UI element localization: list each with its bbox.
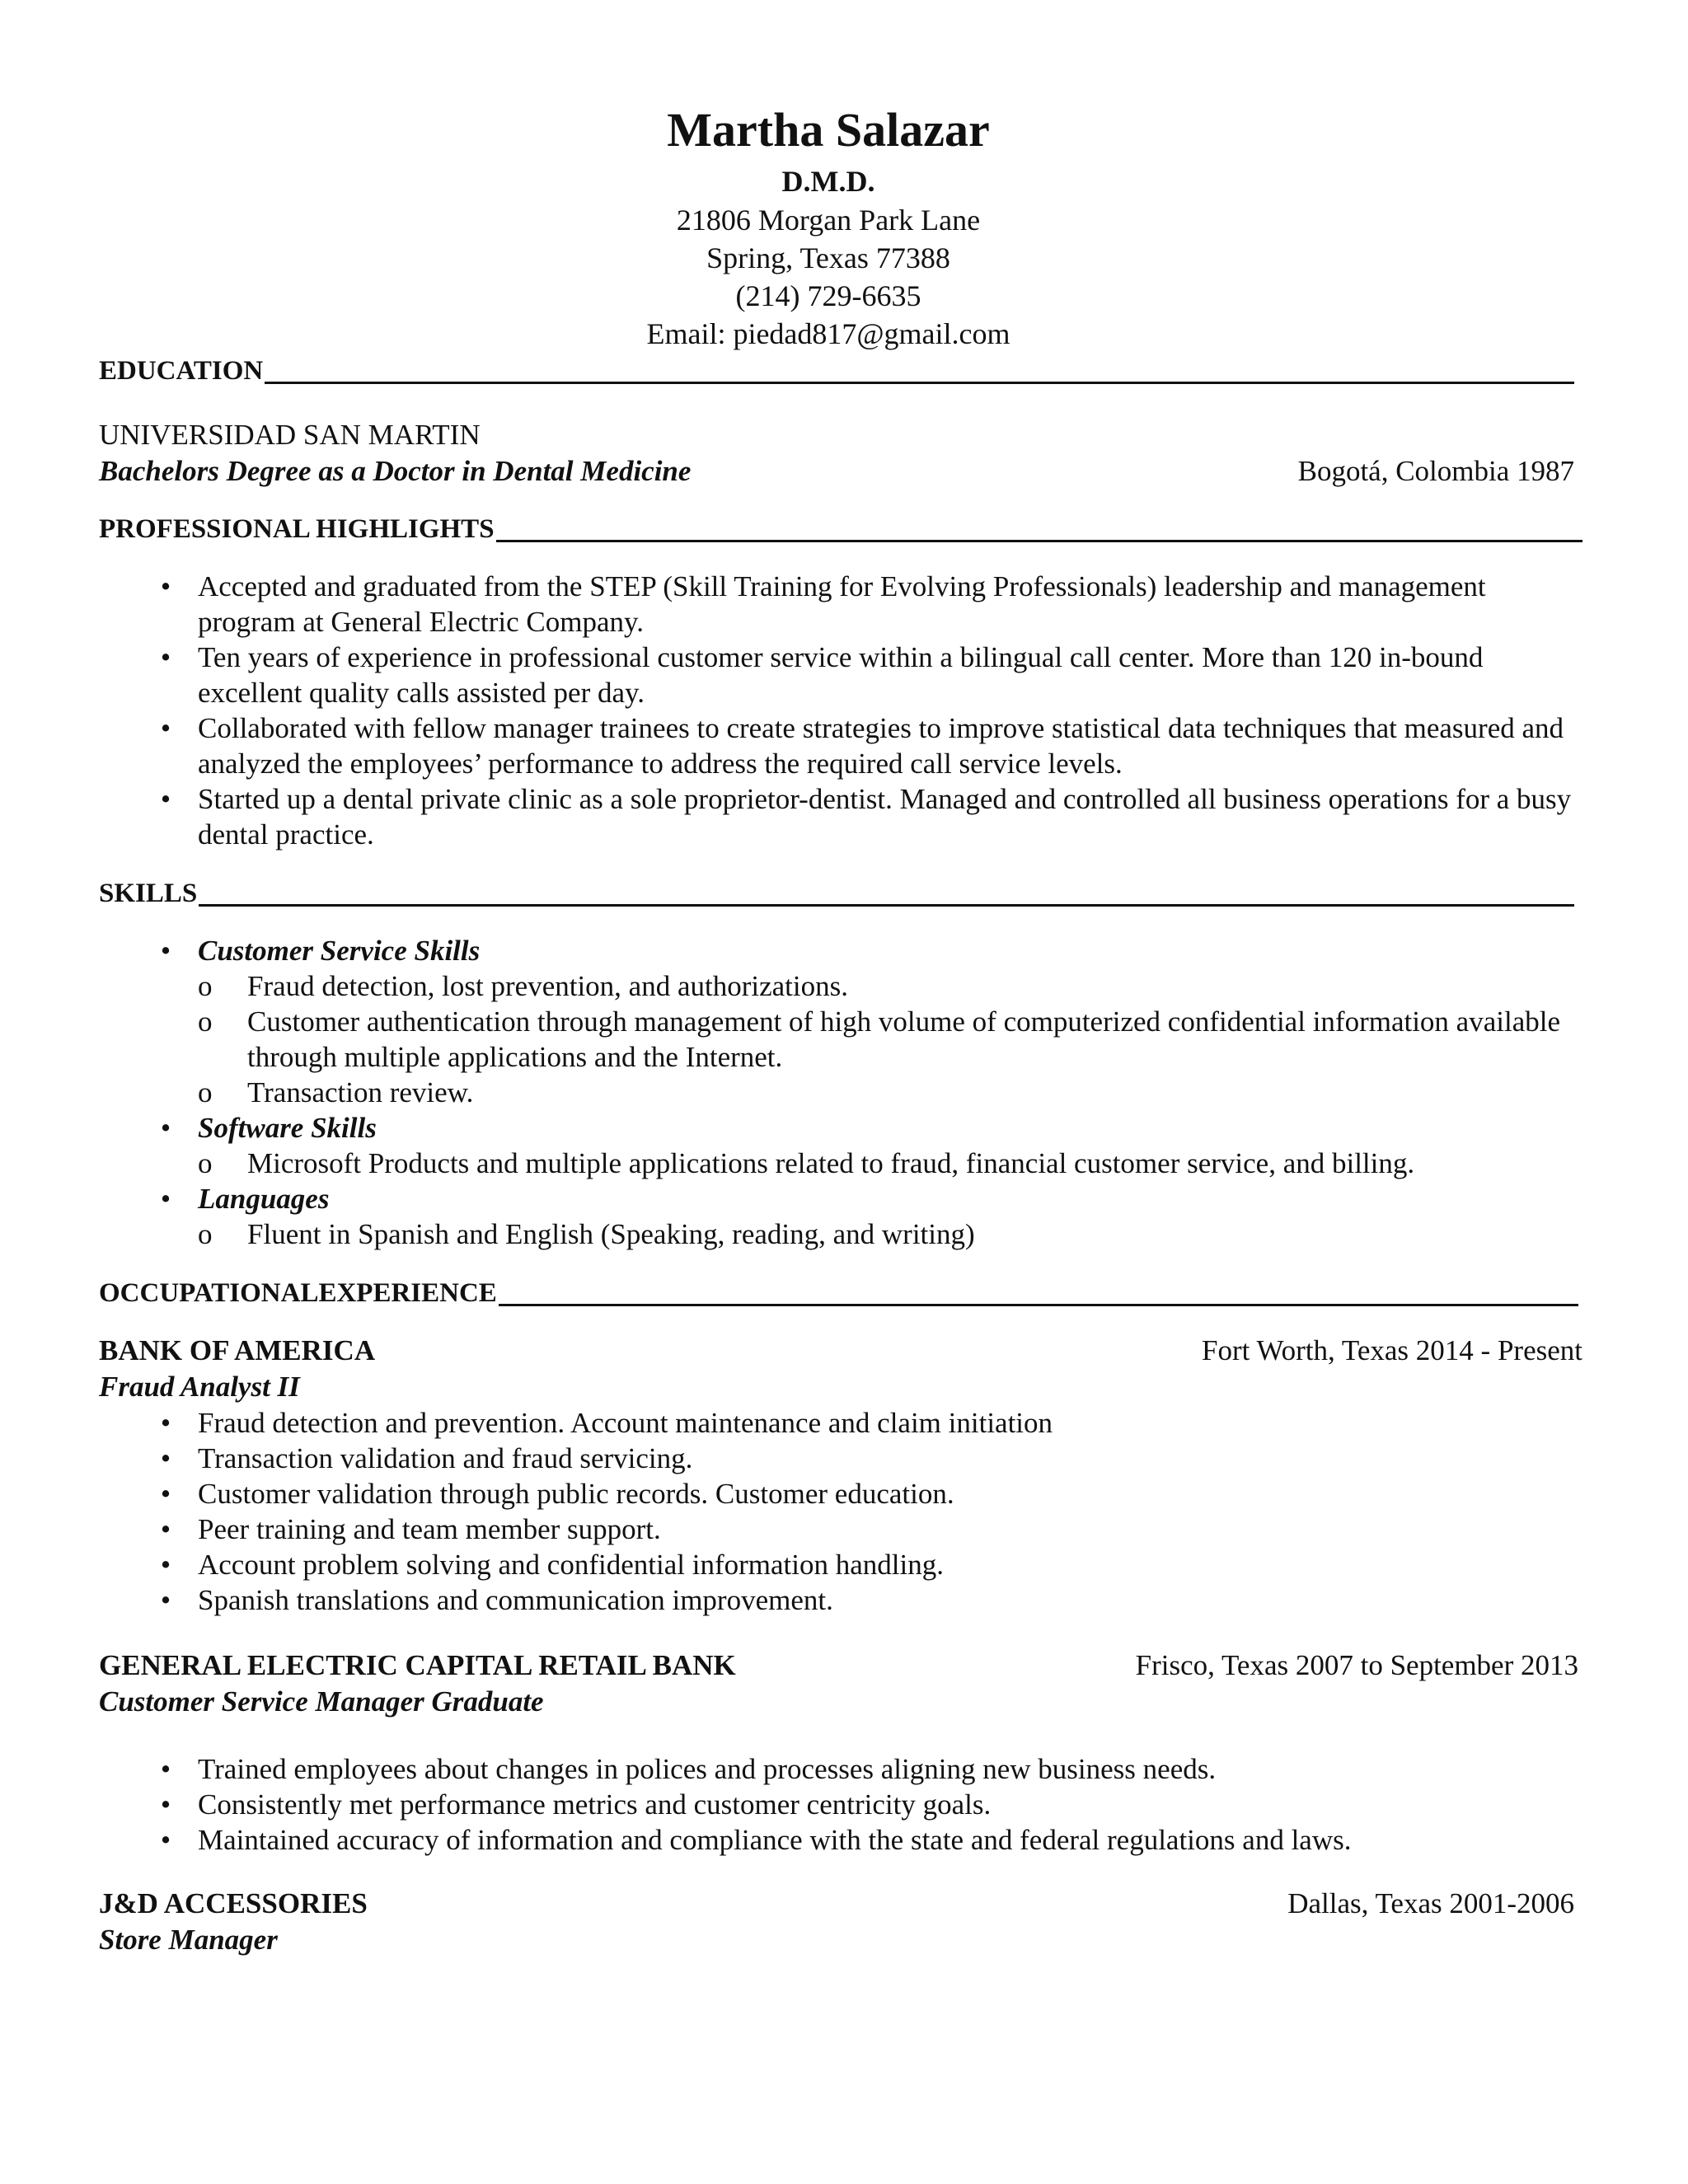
bullet-icon: • bbox=[160, 1478, 171, 1510]
list-item-text: Transaction validation and fraud servicing. bbox=[198, 1442, 693, 1474]
sub-list-item bbox=[198, 968, 1574, 1004]
job-header-row bbox=[99, 1333, 1582, 1369]
bullet-icon: • bbox=[160, 1788, 171, 1821]
sub-bullet-icon: o bbox=[198, 1147, 213, 1179]
section-title-text: SKILLS bbox=[99, 879, 198, 908]
section-rule bbox=[265, 382, 1574, 384]
list-item-text: Trained employees about changes in polices and processes aligning new business needs. bbox=[198, 1753, 1217, 1785]
company-name: GENERAL ELECTRIC CAPITAL RETAIL BANK bbox=[99, 1649, 736, 1681]
bullet-icon: • bbox=[160, 783, 171, 815]
list-item-text: Accepted and graduated from the STEP (Skill Training for Evolving Professionals) leadership and management program at General Electric Company. bbox=[198, 570, 1486, 638]
bullet-icon: • bbox=[160, 712, 171, 744]
list-item bbox=[99, 1582, 1574, 1618]
list-item-text: Collaborated with fellow manager trainees to create strategies to improve statistical data techniques that measured and analyzed the employees’ performance to address the required call service levels. bbox=[198, 712, 1564, 780]
list-item-text: Fraud detection and prevention. Account maintenance and claim initiation bbox=[198, 1407, 1053, 1439]
sub-list-item bbox=[198, 1146, 1574, 1181]
bullet-icon: • bbox=[160, 1584, 171, 1616]
phone-number: (214) 729-6635 bbox=[735, 279, 921, 312]
list-item bbox=[99, 710, 1574, 781]
job-location-dates: Frisco, Texas 2007 to September 2013 bbox=[1135, 1649, 1578, 1681]
sub-list-item bbox=[198, 1004, 1574, 1075]
skill-group bbox=[99, 1181, 1574, 1252]
bullet-icon: • bbox=[160, 1549, 171, 1581]
sub-list-item-text: Transaction review. bbox=[247, 1076, 474, 1108]
skills-list bbox=[99, 933, 1574, 1252]
bullet-icon: • bbox=[160, 1753, 171, 1785]
address-line-1: 21806 Morgan Park Lane bbox=[676, 204, 981, 237]
highlights-section-title bbox=[99, 511, 1582, 547]
list-item bbox=[99, 1511, 1574, 1547]
job-title: Customer Service Manager Graduate bbox=[99, 1685, 544, 1718]
list-item bbox=[99, 1547, 1574, 1582]
list-item-text: Consistently met performance metrics and customer centricity goals. bbox=[198, 1788, 992, 1821]
highlights-list bbox=[99, 569, 1574, 852]
sub-list-item bbox=[198, 1216, 1574, 1252]
email-address: Email: piedad817@gmail.com bbox=[646, 317, 1010, 350]
bullet-icon: • bbox=[160, 1183, 171, 1215]
list-item-text: Maintained accuracy of information and compliance with the state and federal regulations and laws. bbox=[198, 1824, 1352, 1856]
list-item bbox=[99, 569, 1574, 640]
list-item-text: Ten years of experience in professional customer service within a bilingual call center. More than 120 in-bound excellent quality calls assisted per day. bbox=[198, 641, 1484, 709]
resume-page bbox=[99, 99, 1582, 1958]
resume-header bbox=[82, 99, 1574, 353]
sub-list-item bbox=[198, 1075, 1574, 1110]
job-location-dates: Fort Worth, Texas 2014 - Present bbox=[1201, 1334, 1582, 1366]
skill-sub-list bbox=[198, 1146, 1574, 1181]
skill-group bbox=[99, 933, 1574, 1110]
job-header-row bbox=[99, 1647, 1578, 1684]
job-header-row bbox=[99, 1886, 1574, 1922]
company-name: BANK OF AMERICA bbox=[99, 1334, 376, 1366]
list-item bbox=[99, 1441, 1574, 1476]
school-name: UNIVERSIDAD SAN MARTIN bbox=[99, 419, 481, 451]
bullet-icon: • bbox=[160, 1112, 171, 1144]
skill-sub-list bbox=[198, 968, 1574, 1110]
list-item bbox=[99, 781, 1574, 852]
job-title: Fraud Analyst II bbox=[99, 1371, 300, 1403]
skill-group bbox=[99, 1110, 1574, 1181]
list-item bbox=[99, 1787, 1574, 1822]
list-item bbox=[99, 1476, 1574, 1511]
education-location-year: Bogotá, Colombia 1987 bbox=[1297, 455, 1574, 487]
list-item-text: Account problem solving and confidential information handling. bbox=[198, 1549, 944, 1581]
list-item-text: Customer validation through public records. Customer education. bbox=[198, 1478, 954, 1510]
sub-list-item-text: Fraud detection, lost prevention, and authorizations. bbox=[247, 970, 848, 1002]
sub-bullet-icon: o bbox=[198, 1218, 213, 1250]
skills-section-title bbox=[99, 875, 1574, 912]
skill-group-heading: Software Skills bbox=[198, 1112, 377, 1144]
skill-sub-list bbox=[198, 1216, 1574, 1252]
company-name: J&D ACCESSORIES bbox=[99, 1887, 368, 1919]
section-title-text: OCCUPATIONALEXPERIENCE bbox=[99, 1278, 497, 1308]
candidate-name: Martha Salazar bbox=[667, 103, 990, 157]
sub-bullet-icon: o bbox=[198, 1076, 213, 1108]
bullet-icon: • bbox=[160, 1824, 171, 1856]
job-duties-list bbox=[99, 1405, 1574, 1618]
education-degree-row bbox=[99, 453, 1574, 490]
job-duties-list bbox=[99, 1751, 1574, 1858]
candidate-degree: D.M.D. bbox=[781, 165, 875, 198]
list-item-text: Started up a dental private clinic as a sole proprietor-dentist. Managed and controlled all business operations for a busy dental practice. bbox=[198, 783, 1572, 851]
job-title: Store Manager bbox=[99, 1924, 278, 1956]
sub-bullet-icon: o bbox=[198, 970, 213, 1002]
bullet-icon: • bbox=[160, 1513, 171, 1545]
list-item-text: Spanish translations and communication improvement. bbox=[198, 1584, 833, 1616]
bullet-icon: • bbox=[160, 641, 171, 673]
education-school-row bbox=[99, 417, 1574, 453]
sub-list-item-text: Fluent in Spanish and English (Speaking, reading, and writing) bbox=[247, 1218, 975, 1250]
list-item bbox=[99, 640, 1574, 710]
sub-list-item-text: Microsoft Products and multiple applications related to fraud, financial customer service, and billing. bbox=[247, 1147, 1415, 1179]
section-rule bbox=[199, 904, 1574, 907]
section-rule bbox=[496, 540, 1582, 542]
bullet-icon: • bbox=[160, 570, 171, 602]
skill-group-heading: Languages bbox=[198, 1183, 330, 1215]
list-item bbox=[99, 1822, 1574, 1858]
degree-title: Bachelors Degree as a Doctor in Dental Medicine bbox=[99, 455, 692, 487]
sub-list-item-text: Customer authentication through management of high volume of computerized confidential information available through multiple applications and the Internet. bbox=[247, 1005, 1560, 1073]
experience-section-title bbox=[99, 1275, 1578, 1311]
bullet-icon: • bbox=[160, 935, 171, 967]
bullet-icon: • bbox=[160, 1442, 171, 1474]
skill-group-heading: Customer Service Skills bbox=[198, 935, 481, 967]
section-rule bbox=[499, 1304, 1578, 1306]
bullet-icon: • bbox=[160, 1407, 171, 1439]
address-line-2: Spring, Texas 77388 bbox=[706, 241, 950, 274]
sub-bullet-icon: o bbox=[198, 1005, 213, 1038]
list-item bbox=[99, 1405, 1574, 1441]
section-title-text: PROFESSIONAL HIGHLIGHTS bbox=[99, 514, 495, 544]
education-section-title bbox=[99, 353, 1574, 389]
section-title-text: EDUCATION bbox=[99, 356, 264, 386]
list-item-text: Peer training and team member support. bbox=[198, 1513, 661, 1545]
job-location-dates: Dallas, Texas 2001-2006 bbox=[1287, 1887, 1574, 1919]
list-item bbox=[99, 1751, 1574, 1787]
